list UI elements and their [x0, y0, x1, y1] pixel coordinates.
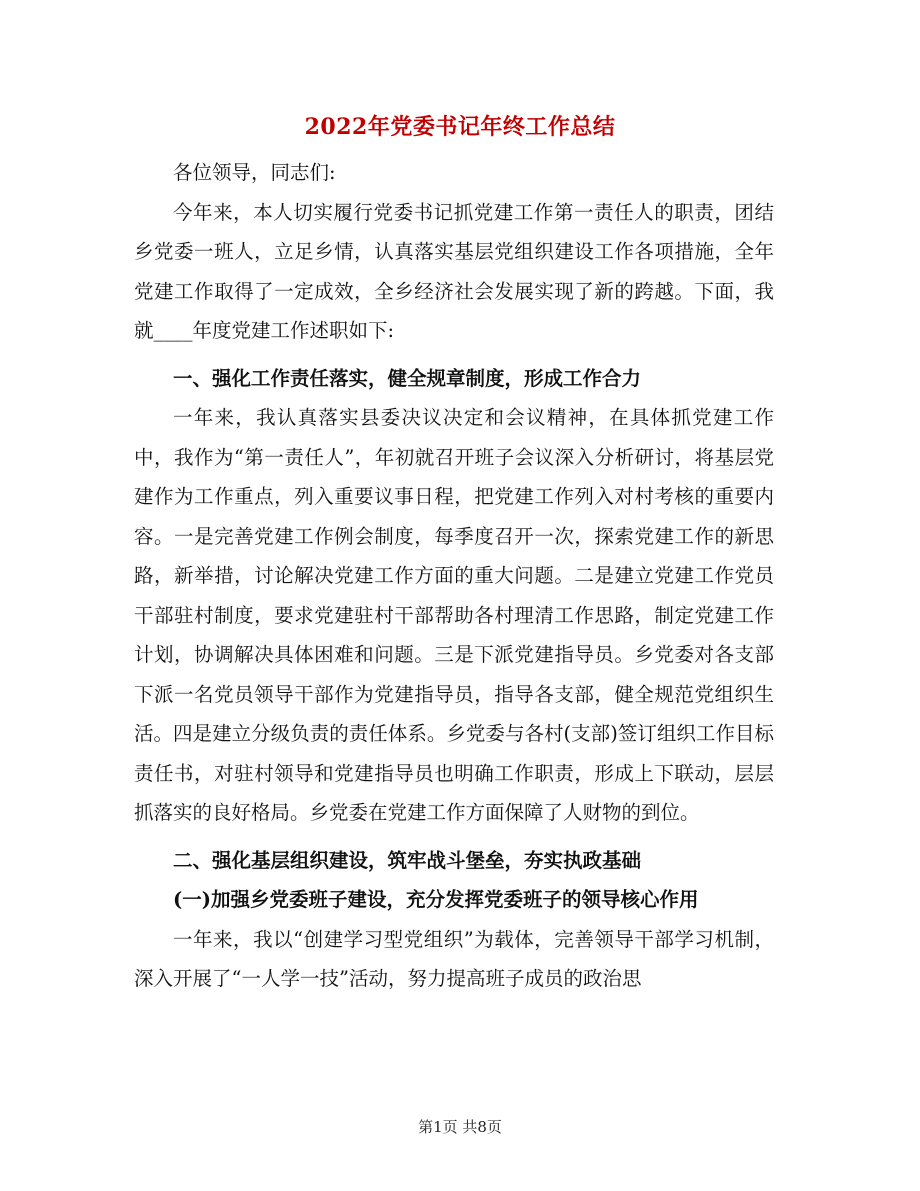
document-body — [134, 153, 774, 999]
salutation: 各位领导，同志们: — [173, 161, 336, 184]
section-1-paragraph: 一年来，我认真落实县委决议决定和会议精神，在具体抓党建工作中，我作为“第一责任人”，年初就召开班子会议深入分析研讨，将基层党建作为工作重点，列入重要议事日程，把党建工作列入对村考核的重要内容。一是完善党建工作例会制度，每季度召开一次，探索党建工作的新思路，新举措，讨论解决党建工作方面的重大问题。二是建立党建工作党员干部驻村制度，要求党建驻村干部帮助各村理清工作思路，制定党建工作计划，协调解决具体困难和问题。三是下派党建指导员。乡党委对各支部下派一名党员领导干部作为党建指导员，指导各支部，健全规范党组织生活。四是建立分级负责的责任体系。乡党委与各村(支部)签订组织工作目标责任书，对驻村领导和党建指导员也明确工作职责，形成上下联动，层层抓落实的良好格局。乡党委在党建工作方面保障了人财物的到位。 — [134, 406, 774, 824]
page-number-footer: 第1页 共8页 — [418, 1118, 502, 1136]
intro-paragraph: 今年来，本人切实履行党委书记抓党建工作第一责任人的职责，团结乡党委一班人，立足乡情，认真落实基层党组织建设工作各项措施，全年党建工作取得了一定成效，全乡经济社会发展实现了新的跨越。下面，我就____年度党建工作述职如下: — [134, 200, 774, 342]
subsection-heading-1: (一)加强乡党委班子建设，充分发挥党委班子的领导核心作用 — [173, 888, 699, 911]
document-title: 2022年党委书记年终工作总结 — [304, 114, 616, 140]
section-heading-1: 一、强化工作责任落实，健全规章制度，形成工作合力 — [173, 366, 642, 390]
subsection-1-paragraph: 一年来，我以“创建学习型党组织”为载体，完善领导干部学习机制，深入开展了“一人学一技”活动，努力提高班子成员的政治思 — [134, 927, 774, 990]
section-heading-2: 二、强化基层组织建设，筑牢战斗堡垒，夯实执政基础 — [173, 848, 642, 872]
